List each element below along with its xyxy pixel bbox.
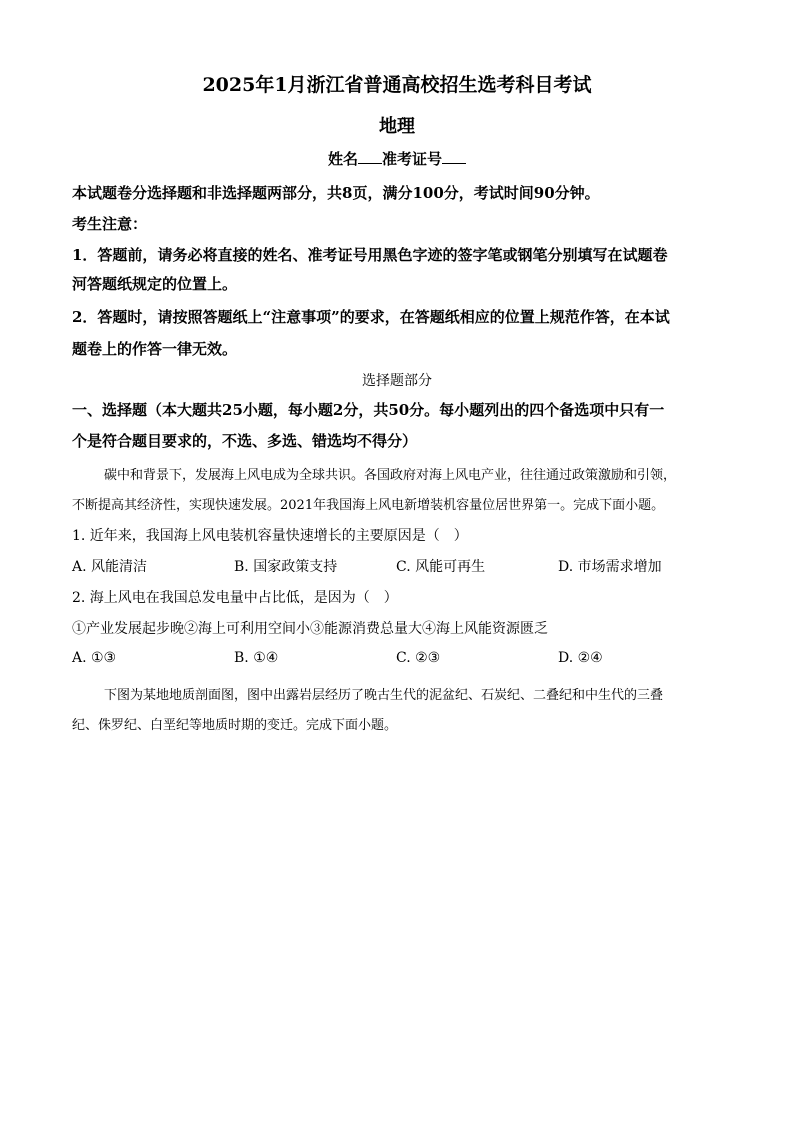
question-2-option-b[interactable]: B. ①④ (234, 650, 279, 666)
question-1-option-b[interactable]: B. 国家政策支持 (234, 559, 338, 575)
notice-2-line-2: 题卷上的作答一律无效。 (72, 340, 238, 358)
exam-title: 2025年1月浙江省普通高校招生选考科目考试 (202, 74, 592, 96)
notice-title: 考生注意： (72, 215, 148, 233)
question-1-option-a[interactable]: A. 风能清洁 (72, 559, 148, 575)
notice-2-line-1: 2．答题时，请按照答题纸上“注意事项”的要求，在答题纸相应的位置上规范作答，在本试 (72, 308, 670, 326)
notice-1-line-1: 1．答题前，请务必将直接的姓名、准考证号用黑色字迹的签字笔或钢笔分别填写在试题卷 (72, 246, 668, 264)
question-1-options (72, 556, 724, 576)
passage-2-line-1: 下图为某地地质剖面图，图中出露岩层经历了晚古生代的泥盆纪、石炭纪、二叠纪和中生代的三叠 (104, 688, 664, 703)
question-2-option-d[interactable]: D. ②④ (558, 650, 603, 666)
exam-summary: 本试题卷分选择题和非选择题两部分，共8页，满分100分，考试时间90分钟。 (72, 184, 600, 202)
passage-1-line-2: 不断提高其经济性，实现快速发展。2021年我国海上风电新增装机容量位居世界第一。完成下面小题。 (72, 498, 665, 513)
question-2-options (72, 650, 724, 670)
question-1-option-c[interactable]: C. 风能可再生 (396, 559, 486, 575)
section-heading-line-2: 个是符合题目要求的，不选、多选、错选均不得分） (72, 432, 418, 450)
notice-1-line-2: 河答题纸规定的位置上。 (72, 275, 238, 293)
question-2-statements: ①产业发展起步晚②海上可利用空间小③能源消费总量大④海上风能资源匮乏 (72, 621, 548, 637)
question-2-option-a[interactable]: A. ①③ (72, 650, 117, 666)
question-1-stem: 1. 近年来，我国海上风电装机容量快速增长的主要原因是（ ） (72, 528, 468, 544)
name-label: 姓名 (327, 150, 358, 168)
id-blank[interactable] (442, 149, 466, 164)
question-2-stem: 2. 海上风电在我国总发电量中占比低，是因为（ ） (72, 590, 398, 606)
section-title: 选择题部分 (362, 373, 432, 389)
candidate-info-line (0, 148, 794, 169)
id-label: 准考证号 (382, 150, 443, 168)
question-1-option-d[interactable]: D. 市场需求增加 (558, 559, 662, 575)
question-2-option-c[interactable]: C. ②③ (396, 650, 441, 666)
passage-2-line-2: 纪、侏罗纪、白垩纪等地质时期的变迁。完成下面小题。 (72, 718, 398, 733)
name-blank[interactable] (358, 149, 382, 164)
exam-subject: 地理 (379, 116, 415, 137)
section-heading-line-1: 一、选择题（本大题共25小题，每小题2分，共50分。每小题列出的四个备选项中只有一 (72, 401, 665, 419)
passage-1-line-1: 碳中和背景下，发展海上风电成为全球共识。各国政府对海上风电产业，往往通过政策激励和引领， (104, 468, 677, 483)
